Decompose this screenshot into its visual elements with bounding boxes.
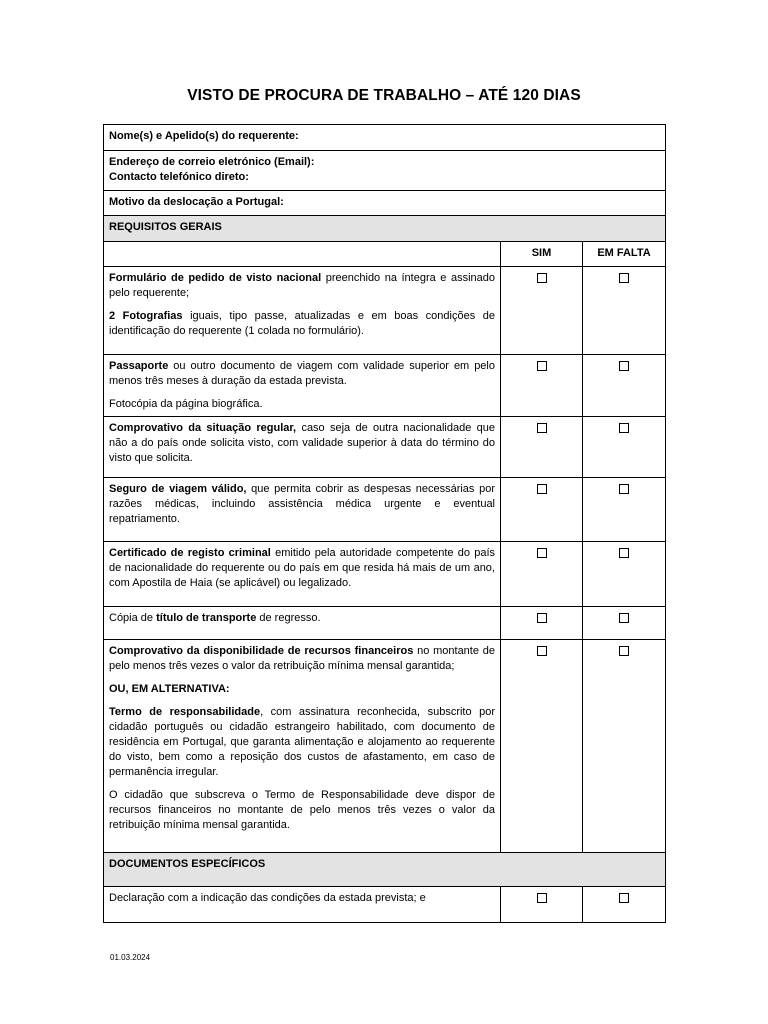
requirement-description: Fotocópia da página biográfica. xyxy=(109,398,263,410)
checkbox-cell-em-falta xyxy=(583,417,666,478)
requirement-row xyxy=(104,542,666,607)
requirement-row xyxy=(104,607,666,640)
column-header-empty xyxy=(104,242,501,267)
document-title: VISTO DE PROCURA DE TRABALHO – ATÉ 120 DIAS xyxy=(187,87,581,104)
requirements-table xyxy=(103,124,666,923)
checkbox-sim[interactable] xyxy=(537,484,547,494)
checkbox-cell-sim xyxy=(501,887,583,923)
checkbox-sim[interactable] xyxy=(537,646,547,656)
requirement-description: no montante de pelo menos três vezes o valor da retribuição mínima mensal garantida; xyxy=(109,645,495,672)
reason-field[interactable] xyxy=(104,191,666,216)
checkbox-em-falta[interactable] xyxy=(619,484,629,494)
requirement-description: ou outro documento de viagem com validade superior em pelo menos três meses à duração da estada prevista. xyxy=(109,360,495,387)
requirement-text xyxy=(104,542,501,607)
checkbox-cell-em-falta xyxy=(583,355,666,417)
name-field-label: Nome(s) e Apelido(s) do requerente: xyxy=(109,130,299,142)
checkbox-sim[interactable] xyxy=(537,361,547,371)
requirement-paragraph xyxy=(109,788,495,833)
column-header-em-falta: EM FALTA xyxy=(583,242,666,267)
requirement-text xyxy=(104,417,501,478)
name-field[interactable] xyxy=(104,125,666,151)
checkbox-sim[interactable] xyxy=(537,273,547,283)
requirement-title: Certificado de registo criminal xyxy=(109,547,271,559)
checkbox-cell-sim xyxy=(501,417,583,478)
column-header-sim: SIM xyxy=(501,242,583,267)
requirement-description: preenchido na íntegra e assinado pelo requerente; xyxy=(109,272,495,299)
requirement-description: Declaração com a indicação das condições da estada prevista; e xyxy=(109,892,426,904)
requirement-paragraph xyxy=(109,482,495,527)
requirement-title: Passaporte xyxy=(109,360,169,372)
checkbox-cell-sim xyxy=(501,478,583,542)
requirement-paragraph xyxy=(109,546,495,591)
requirement-paragraph xyxy=(109,705,495,780)
checkbox-cell-sim xyxy=(501,607,583,640)
checkbox-cell-sim xyxy=(501,542,583,607)
reason-field-label: Motivo da deslocação a Portugal: xyxy=(109,196,284,208)
requirement-text xyxy=(104,607,501,640)
requirement-row xyxy=(104,887,666,923)
requirement-description: emitido pela autoridade competente do país de nacionalidade do requerente ou do país em que resida há mais de um ano, com Apostila de Haia (se aplicável) ou legalizado. xyxy=(109,547,496,589)
footer-date: 01.03.2024 xyxy=(110,953,151,962)
requirement-text xyxy=(104,887,501,923)
checkbox-sim[interactable] xyxy=(537,893,547,903)
requirement-description: que permita cobrir as despesas necessárias por razões médicas, incluindo assistência médica urgente e eventual repatriamento. xyxy=(109,483,495,525)
requirement-title: título de transporte xyxy=(156,612,257,624)
contact-field[interactable] xyxy=(104,151,666,191)
checkbox-em-falta[interactable] xyxy=(619,613,629,623)
checkbox-em-falta[interactable] xyxy=(619,548,629,558)
requirement-text xyxy=(104,355,501,417)
checkbox-sim[interactable] xyxy=(537,548,547,558)
checkbox-cell-sim xyxy=(501,640,583,853)
requirement-paragraph xyxy=(109,359,495,389)
requirement-title: 2 Fotografias xyxy=(109,310,183,322)
requirement-title: OU, EM ALTERNATIVA: xyxy=(109,683,230,695)
requirement-text-pre: Cópia de xyxy=(109,612,157,624)
requirement-row xyxy=(104,640,666,853)
requirement-row xyxy=(104,478,666,542)
requirement-description: caso seja de outra nacionalidade que não a do país onde solicita visto, com validade superior à data do término do visto que solicita. xyxy=(109,422,495,464)
checkbox-em-falta[interactable] xyxy=(619,361,629,371)
requirement-title: Seguro de viagem válido, xyxy=(109,483,247,495)
requirement-description: O cidadão que subscreva o Termo de Responsabilidade deve dispor de recursos financeiros no montante de pelo menos três vezes o valor da retribuição mínima mensal garantida. xyxy=(109,789,495,831)
requirement-description: , com assinatura reconhecida, subscrito por cidadão português ou cidadão estrangeiro habilitado, com documento de residência em Portugal, que garanta alimentação e alojamento ao requerente do visto, bem como a reposição dos custos de afastamento, em caso de permanência irregular. xyxy=(109,706,495,778)
requirement-text xyxy=(104,640,501,853)
requirement-paragraph xyxy=(109,891,495,906)
checkbox-em-falta[interactable] xyxy=(619,646,629,656)
requirement-paragraph xyxy=(109,644,495,674)
checkbox-sim[interactable] xyxy=(537,423,547,433)
checkbox-cell-em-falta xyxy=(583,887,666,923)
checkbox-sim[interactable] xyxy=(537,613,547,623)
email-field-label: Endereço de correio eletrónico (Email): xyxy=(109,156,315,168)
checkbox-cell-em-falta xyxy=(583,267,666,355)
checkbox-cell-em-falta xyxy=(583,640,666,853)
requirement-row xyxy=(104,355,666,417)
section-specific-documents: DOCUMENTOS ESPECÍFICOS xyxy=(104,853,666,887)
requirement-paragraph xyxy=(109,397,495,412)
requirement-title: Comprovativo da disponibilidade de recursos financeiros xyxy=(109,645,414,657)
requirement-paragraph xyxy=(109,421,495,466)
checkbox-cell-em-falta xyxy=(583,478,666,542)
requirement-text xyxy=(104,478,501,542)
checkbox-cell-em-falta xyxy=(583,542,666,607)
checkbox-em-falta[interactable] xyxy=(619,423,629,433)
checkbox-cell-sim xyxy=(501,267,583,355)
requirement-text xyxy=(104,267,501,355)
requirement-title: Comprovativo da situação regular, xyxy=(109,422,297,434)
requirement-paragraph xyxy=(109,611,495,626)
checkbox-cell-sim xyxy=(501,355,583,417)
requirement-paragraph xyxy=(109,271,495,301)
requirement-paragraph xyxy=(109,682,495,697)
requirement-paragraph xyxy=(109,309,495,339)
specific-requirements-list xyxy=(104,887,666,923)
checkbox-em-falta[interactable] xyxy=(619,893,629,903)
general-requirements-list xyxy=(104,267,666,853)
phone-field-label: Contacto telefónico direto: xyxy=(109,171,249,183)
requirement-row xyxy=(104,267,666,355)
requirement-title: Formulário de pedido de visto nacional xyxy=(109,272,322,284)
section-general-requirements: REQUISITOS GERAIS xyxy=(104,216,666,242)
requirement-description: de regresso. xyxy=(256,612,321,624)
checkbox-em-falta[interactable] xyxy=(619,273,629,283)
requirement-row xyxy=(104,417,666,478)
requirement-description: iguais, tipo passe, atualizadas e em boas condições de identificação do requerente (1 colada no formulário). xyxy=(109,310,495,337)
requirement-title: Termo de responsabilidade xyxy=(109,706,261,718)
checkbox-cell-em-falta xyxy=(583,607,666,640)
